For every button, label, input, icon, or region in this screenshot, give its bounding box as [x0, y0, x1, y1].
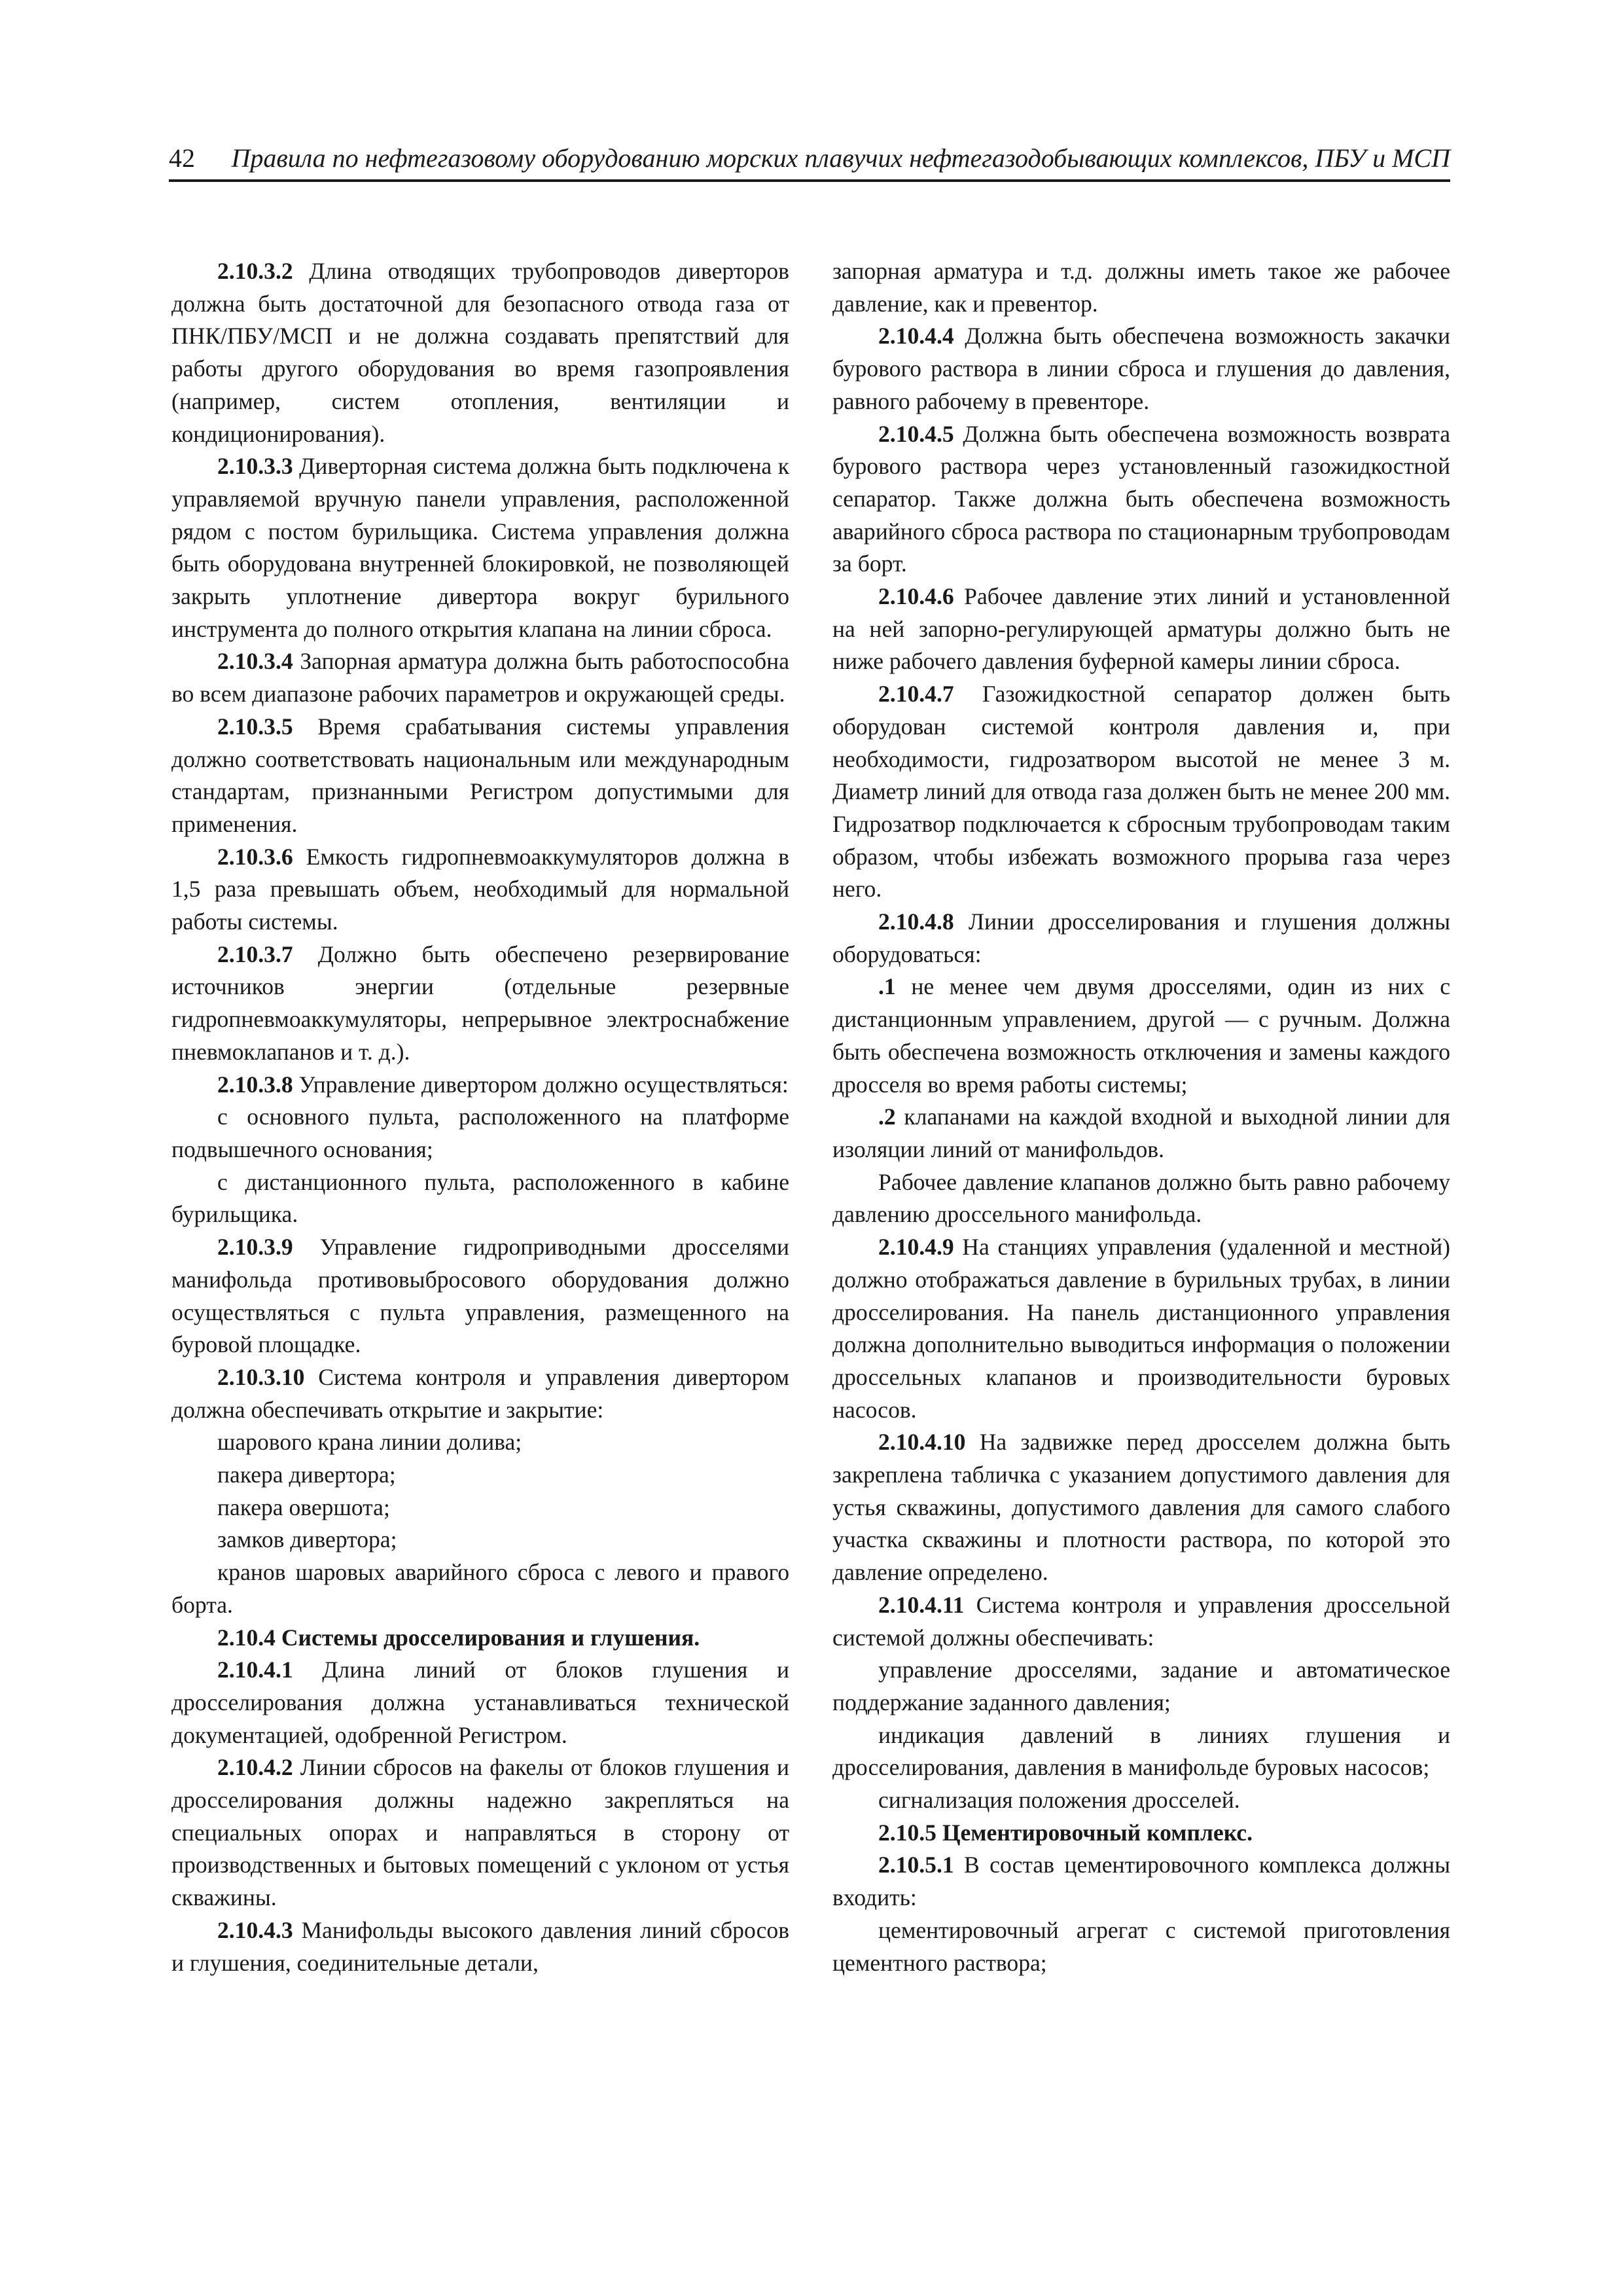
clause-number: 2.10.3.8 — [217, 1071, 293, 1098]
page-number: 42 — [169, 143, 195, 173]
clause-number: 2.10.3.7 — [217, 941, 293, 967]
paragraph — [832, 906, 1450, 971]
paragraph — [171, 939, 789, 1069]
left-column — [171, 255, 789, 1979]
paragraph-text: Должна быть обеспечена возможность закачки бурового раствора в линии сброса и глушения до давления, равного рабочему в превенторе. — [832, 323, 1450, 414]
paragraph-text: Линии дросселирования и глушения должны оборудоваться: — [832, 908, 1450, 967]
paragraph-text: Должно быть обеспечено резервирование источников энергии (отдельные резервные гидропневмоаккумуляторы, непрерывное электроснабжение пневмоклапанов и т. д.). — [171, 941, 789, 1065]
paragraph-text: запорная арматура и т.д. должны иметь такое же рабочее давление, как и превентор. — [832, 258, 1450, 317]
paragraph-text: Управление дивертором должно осуществляться: — [293, 1071, 789, 1098]
paragraph-text: Система контроля и управления дроссельной системой должны обеспечивать: — [832, 1591, 1450, 1651]
paragraph-text: индикация давлений в линиях глушения и дросселирования, давления в манифольде буровых насосов; — [832, 1721, 1450, 1781]
paragraph — [171, 450, 789, 645]
paragraph — [171, 1069, 789, 1102]
paragraph-text: На станциях управления (удаленной и местной) должно отображаться давление в бурильных трубах, в линии дросселирования. На панель дистанционного управления должна дополнительно выводиться информация о положении дроссельных клапанов и производительности буровых насосов. — [832, 1234, 1450, 1423]
clause-number: 2.10.4.2 — [217, 1754, 293, 1781]
paragraph — [832, 971, 1450, 1101]
paragraph-text: управление дросселями, задание и автоматическое поддержание заданного давления; — [832, 1657, 1450, 1715]
paragraph-text: Манифольды высокого давления линий сбросов и глушения, соединительные детали, — [171, 1916, 789, 1976]
paragraph — [832, 1719, 1450, 1784]
paragraph — [832, 320, 1450, 418]
clause-number: 2.10.3.9 — [217, 1234, 293, 1261]
clause-number: .1 — [878, 973, 896, 1000]
paragraph — [171, 1231, 789, 1361]
running-title: Правила по нефтегазовому оборудованию морских плавучих нефтегазодобывающих комплексов, ПБУ и МСП — [231, 143, 1450, 173]
paragraph-text: Газожидкостной сепаратор должен быть оборудован системой контроля давления и, при необходимости, гидрозатвором высотой не менее 3 м. Диаметр линий для отвода газа должен быть не менее 200 мм. Гидрозатвор подключается к сбросным трубопроводам таким образом, чтобы избежать возможного прорыва газа через него. — [832, 681, 1450, 903]
paragraph — [832, 1914, 1450, 1979]
clause-number: 2.10.5.1 — [878, 1852, 954, 1878]
paragraph-text: Рабочее давление клапанов должно быть равно рабочему давлению дроссельного манифольда. — [832, 1168, 1450, 1228]
paragraph — [832, 1817, 1450, 1850]
paragraph — [171, 1524, 789, 1556]
paragraph — [171, 1654, 789, 1751]
paragraph — [171, 1492, 789, 1524]
paragraph-text: пакера овершота; — [217, 1494, 390, 1520]
clause-number: 2.10.3.4 — [217, 648, 293, 675]
paragraph-text: Диверторная система должна быть подключена к управляемой вручную панели управления, расположенной рядом с постом бурильщика. Система управления должна быть оборудована внутренней блокировкой, не позволяющей закрыть уплотнение дивертора вокруг бурильного инструмента до полного открытия клапана на линии сброса. — [171, 453, 789, 642]
clause-number: 2.10.3.3 — [217, 453, 293, 480]
paragraph — [832, 1231, 1450, 1426]
clause-number: .2 — [878, 1103, 896, 1130]
paragraph-text: с основного пульта, расположенного на платформе подвышечного основания; — [171, 1103, 789, 1162]
paragraph — [171, 711, 789, 841]
paragraph — [171, 1101, 789, 1166]
paragraph-text: Запорная арматура должна быть работоспособна во всем диапазоне рабочих параметров и окружающей среды. — [171, 648, 789, 708]
clause-number: 2.10.4.4 — [878, 323, 954, 350]
right-column — [832, 255, 1450, 1979]
paragraph — [832, 1426, 1450, 1589]
paragraph-text: не менее чем двумя дросселями, один из них с дистанционным управлением, другой — с ручным. Должна быть обеспечена возможность отключения и замены каждого дросселя во время работы системы; — [832, 973, 1450, 1098]
paragraph-text: В состав цементировочного комплекса должны входить: — [832, 1852, 1450, 1911]
page-header — [169, 139, 1450, 182]
clause-number: 2.10.3.2 — [217, 258, 293, 284]
paragraph-text: Рабочее давление этих линий и установленной на ней запорно-регулирующей арматуры должно быть не ниже рабочего давления буферной камеры линии сброса. — [832, 583, 1450, 675]
paragraph-text: цементировочный агрегат с системой приготовления цементного раствора; — [832, 1916, 1450, 1976]
paragraph — [171, 645, 789, 710]
paragraph-text: На задвижке перед дросселем должна быть закреплена табличка с указанием допустимого давления для устья скважины, допустимого давления для самого слабого участка скважины и плотности раствора, по которой это давление определено. — [832, 1429, 1450, 1586]
paragraph — [171, 1361, 789, 1426]
paragraph — [832, 1589, 1450, 1654]
paragraph-text: клапанами на каждой входной и выходной линии для изоляции линий от манифольдов. — [832, 1103, 1450, 1162]
paragraph — [832, 255, 1450, 320]
clause-number: 2.10.4.3 — [217, 1916, 293, 1943]
paragraph-text: сигнализация положения дросселей. — [878, 1787, 1240, 1814]
paragraph — [832, 581, 1450, 678]
paragraph-text: шарового крана линии долива; — [217, 1429, 522, 1456]
paragraph — [832, 1784, 1450, 1817]
clause-number: 2.10.4.9 — [878, 1234, 954, 1261]
clause-number: 2.10.4.11 — [878, 1591, 965, 1618]
paragraph — [171, 1751, 789, 1914]
paragraph-text: замков дивертора; — [217, 1526, 397, 1553]
paragraph — [171, 1459, 789, 1492]
paragraph-text: Управление гидроприводными дросселями манифольда противовыбросового оборудования должно осуществляться с пульта управления, размещенного на буровой площадке. — [171, 1234, 789, 1358]
clause-number: 2.10.3.5 — [217, 713, 293, 740]
paragraph — [171, 255, 789, 450]
paragraph — [832, 1849, 1450, 1914]
paragraph-text: Длина линий от блоков глушения и дросселирования должна устанавливаться технической документацией, одобренной Регистром. — [171, 1657, 789, 1748]
paragraph — [171, 1556, 789, 1621]
clause-number: 2.10.4.8 — [878, 908, 954, 935]
clause-number: 2.10.4 Системы дросселирования и глушения. — [217, 1624, 700, 1651]
clause-number: 2.10.3.6 — [217, 843, 293, 870]
clause-number: 2.10.4.5 — [878, 420, 954, 447]
paragraph — [171, 1166, 789, 1231]
paragraph — [832, 1101, 1450, 1166]
paragraph — [171, 1914, 789, 1979]
paragraph-text: Система контроля и управления дивертором должна обеспечивать открытие и закрытие: — [171, 1363, 789, 1423]
clause-number: 2.10.4.1 — [217, 1657, 293, 1683]
paragraph-text: Линии сбросов на факелы от блоков глушения и дросселирования должны надежно закрепляться на специальных опорах и направляться в сторону от производственных и бытовых помещений с уклоном от устья скважины. — [171, 1754, 789, 1911]
paragraph-text: пакера дивертора; — [217, 1462, 396, 1488]
paragraph — [171, 1622, 789, 1655]
paragraph-text: с дистанционного пульта, расположенного в кабине бурильщика. — [171, 1168, 789, 1228]
paragraph-text: кранов шаровых аварийного сброса с левого и правого борта. — [171, 1559, 789, 1618]
paragraph — [832, 678, 1450, 906]
paragraph — [832, 1166, 1450, 1231]
paragraph-text: Длина отводящих трубопроводов диверторов должна быть достаточной для безопасного отвода газа от ПНК/ПБУ/МСП и не должна создавать препятствий для работы другого оборудования во время газопроявления (например, систем отопления, вентиляции и кондиционирования). — [171, 258, 789, 447]
paragraph-text: Должна быть обеспечена возможность возврата бурового раствора через установленный газожидкостной сепаратор. Также должна быть обеспечена возможность аварийного сброса раствора по стационарным трубопроводам за борт. — [832, 420, 1450, 577]
clause-number: 2.10.4.7 — [878, 681, 954, 708]
clause-number: 2.10.4.10 — [878, 1429, 966, 1456]
clause-number: 2.10.5 Цементировочный комплекс. — [878, 1819, 1253, 1846]
paragraph — [171, 841, 789, 939]
paragraph-text: Емкость гидропневмоаккумуляторов должна в 1,5 раза превышать объем, необходимый для нормальной работы системы. — [171, 843, 789, 935]
paragraph — [832, 1654, 1450, 1719]
clause-number: 2.10.4.6 — [878, 583, 954, 610]
paragraph — [832, 418, 1450, 581]
clause-number: 2.10.3.10 — [217, 1363, 305, 1390]
paragraph-text: Время срабатывания системы управления должно соответствовать национальным или международным стандартам, признанными Регистром допустимыми для применения. — [171, 713, 789, 837]
paragraph — [171, 1426, 789, 1459]
